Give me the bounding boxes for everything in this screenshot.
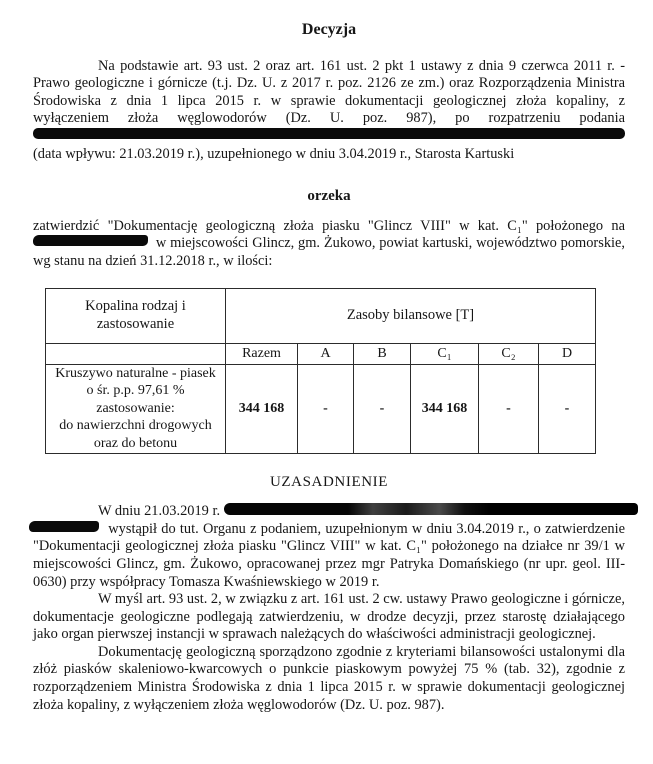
label-line: oraz do betonu xyxy=(93,435,178,451)
redaction-bar-parcel xyxy=(33,235,148,246)
application-text: wystąpił do tut. Organu z podaniem, uzupełnionym w dniu 3.04.2019 r., o zatwierdzenie "Dokumentacji geologicznej złoża piasku "Glincz VIII" w kat. C₁" położonego na działce nr 39/1 w miejscowości Glincz, gm. Żukowo, opracowanej przez mgr Patryka Domańskiego (nr upr. geol. III-0630) przy współpracy Tomasza Kwaśniewskiego w 2019 r. xyxy=(33,520,625,590)
column-header-zasoby: Zasoby bilansowe [T] xyxy=(226,288,596,343)
application-date-text: W dniu 21.03.2019 r. xyxy=(98,503,221,520)
redaction-bar-applicant xyxy=(33,128,625,139)
value-razem: 344 168 xyxy=(226,364,298,453)
ruling-paragraph xyxy=(33,218,625,271)
label-line: zastosowanie: xyxy=(96,400,175,416)
subheader-a: A xyxy=(298,343,354,364)
ruling-text-before: zatwierdzić "Dokumentację geologiczną złoża piasku "Glincz VIII" w kat. C₁" położonego na xyxy=(33,217,625,234)
subheader-razem: Razem xyxy=(226,343,298,364)
resources-table xyxy=(45,288,596,454)
redaction-bar-town xyxy=(29,521,99,532)
legal-provision-paragraph: W myśl art. 93 ust. 2, w związku z art. 161 ust. 2 cw. ustawy Prawo geologiczne i górnicze, dokumentacje geologiczne podlegają zatwierdzeniu, w drodze decyzji, przez starostę działającego jako organ pierwszej instancji w sprawach należących do właściwości administracji geologicznej. xyxy=(33,591,625,643)
legal-basis-paragraph xyxy=(33,58,625,164)
subheader-b: B xyxy=(354,343,411,364)
mineral-description-cell xyxy=(46,364,226,453)
table-header-row xyxy=(46,288,596,343)
document-title: Decyzja xyxy=(301,21,357,38)
label-line: Kruszywo naturalne - piasek xyxy=(55,365,216,381)
empty-cell xyxy=(46,343,226,364)
ruling-heading: orzeka xyxy=(307,188,351,205)
subheader-c1: C₁ xyxy=(411,343,479,364)
label-line: do nawierzchni drogowych xyxy=(59,418,212,434)
table-data-row xyxy=(46,364,596,453)
label-line: o śr. p.p. 97,61 % xyxy=(86,383,185,399)
criteria-paragraph: Dokumentację geologiczną sporządzono zgodnie z kryteriami bilansowości ustalonymi dla złóż piasków skaleniowo-kwarcowych o punkcie piaskowym powyżej 75 % (tab. 32), zgodnie z rozporządzeniem Ministra Środowiska z dnia 1 lipca 2015 r. w sprawie dokumentacji geologicznej złoża kopaliny, z wyłączeniem złoża węglowodorów (Dz. U. poz. 987). xyxy=(33,643,625,713)
column-header-kopalina: Kopalina rodzaj i zastosowanie xyxy=(46,288,226,343)
subheader-c2: C₂ xyxy=(479,343,539,364)
value-c1: 344 168 xyxy=(411,364,479,453)
justification-heading: UZASADNIENIE xyxy=(269,473,388,490)
redaction-bar-applicant-address xyxy=(224,503,638,515)
application-date-line xyxy=(33,503,625,521)
value-d: - xyxy=(539,364,596,453)
legal-basis-continuation: (data wpływu: 21.03.2019 r.), uzupełnionego w dniu 3.04.2019 r., Starosta Kartuski xyxy=(33,145,515,162)
value-a: - xyxy=(298,364,354,453)
application-paragraph xyxy=(33,521,625,591)
legal-basis-text: Na podstawie art. 93 ust. 2 oraz art. 161 ust. 2 pkt 1 ustawy z dnia 9 czerwca 2011 r. - Prawo geologiczne i górnicze (t.j. Dz. U. z 2017 r. poz. 2126 ze zm.) oraz Rozporządzenia Ministra Środowiska z dnia 1 lipca 2015 r. w sprawie dokumentacji geologicznej złoża kopaliny, z wyłączeniem złoża węglowodorów (Dz. U. poz. 987), po rozpatrzeniu podania xyxy=(33,57,625,127)
ruling-text-after: w miejscowości Glincz, gm. Żukowo, powiat kartuski, województwo pomorskie, wg stanu na dzień 31.12.2018 r., w ilości: xyxy=(33,235,625,269)
table-subheader-row xyxy=(46,343,596,364)
subheader-d: D xyxy=(539,343,596,364)
value-b: - xyxy=(354,364,411,453)
value-c2: - xyxy=(479,364,539,453)
